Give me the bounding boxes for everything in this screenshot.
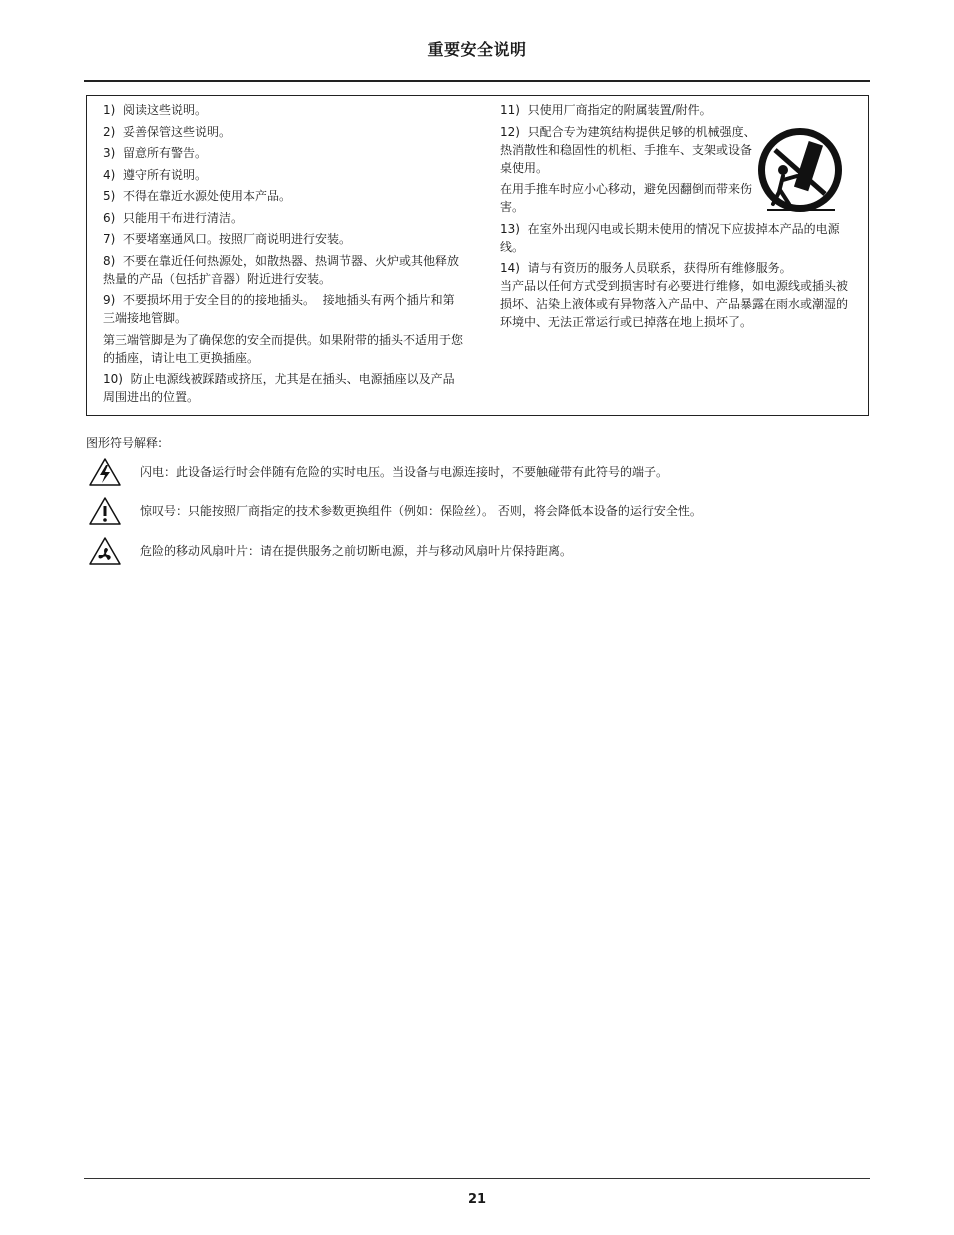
instruction-item: 8) 不要在靠近任何热源处，如散热器、热调节器、火炉或其他释放热量的产品（包括扩音器）附近进行安装。 — [103, 253, 459, 286]
safety-instructions-box — [86, 95, 869, 416]
cart-tip-over-warning-icon — [753, 126, 847, 218]
instruction-item: 2) 妥善保管这些说明。 — [103, 124, 231, 139]
instruction-item: 第三端管脚是为了确保您的安全而提供。如果附带的插头不适用于您的插座，请让电工更换插座。 — [103, 332, 464, 365]
instruction-item: 14) 请与有资历的服务人员联系，获得所有维修服务。 — [500, 261, 792, 275]
symbol-row — [88, 496, 868, 526]
instruction-item: 12) 只配合专为建筑结构提供足够的机械强度、热消散性和稳固性的机柜、手推车、支架或设备桌使用。 — [500, 124, 756, 175]
instruction-item: 10) 防止电源线被踩踏或挤压，尤其是在插头、电源插座以及产品周围进出的位置。 — [103, 372, 455, 404]
instruction-item: 11) 只使用厂商指定的附属装置/附件。 — [500, 103, 712, 117]
instruction-item: 在用手推车时应小心移动，避免因翻倒而带来伤害。 — [500, 182, 753, 214]
instruction-item: 1) 阅读这些说明。 — [103, 103, 207, 117]
instructions-left-column — [103, 101, 463, 410]
title-divider — [84, 80, 870, 82]
fan-warning-icon — [88, 536, 122, 566]
instruction-item: 9) 不要损坏用于安全目的的接地插头。 接地插头有两个插片和第三端接地管脚。 — [103, 293, 455, 325]
symbol-description: 闪电：此设备运行时会伴随有危险的实时电压。当设备与电源连接时，不要触碰带有此符号的端子。 — [140, 465, 669, 479]
symbol-row — [88, 536, 868, 566]
instruction-item: 3) 留意所有警告。 — [103, 146, 207, 160]
symbols-heading: 图形符号解释: — [86, 436, 163, 450]
lightning-warning-icon — [88, 457, 122, 487]
symbol-description: 惊叹号：只能按照厂商指定的技术参数更换组件（例如：保险丝）。 否则，将会降低本设备的运行安全性。 — [140, 504, 702, 518]
symbol-row — [88, 457, 868, 487]
exclamation-warning-icon — [88, 496, 122, 526]
instruction-item: 13) 在室外出现闪电或长期未使用的情况下应拔掉本产品的电源线。 — [500, 221, 840, 254]
symbol-description: 危险的移动风扇叶片：请在提供服务之前切断电源，并与移动风扇叶片保持距离。 — [140, 544, 573, 558]
footer-divider — [84, 1178, 870, 1179]
instruction-item: 当产品以任何方式受到损害时有必要进行维修，如电源线或插头被损坏、沾染上液体或有异物落入产品中、产品暴露在雨水或潮湿的环境中、无法正常运行或已掉落在地上损坏了。 — [500, 279, 849, 329]
instruction-item: 6) 只能用干布进行清洁。 — [103, 210, 243, 225]
page-number: 21 — [467, 1192, 487, 1207]
instruction-item: 4) 遵守所有说明。 — [103, 167, 207, 182]
instruction-item: 5) 不得在靠近水源处使用本产品。 — [103, 189, 291, 203]
instruction-item: 7) 不要堵塞通风口。按照厂商说明进行安装。 — [103, 232, 351, 246]
page-title: 重要安全说明 — [427, 40, 527, 59]
